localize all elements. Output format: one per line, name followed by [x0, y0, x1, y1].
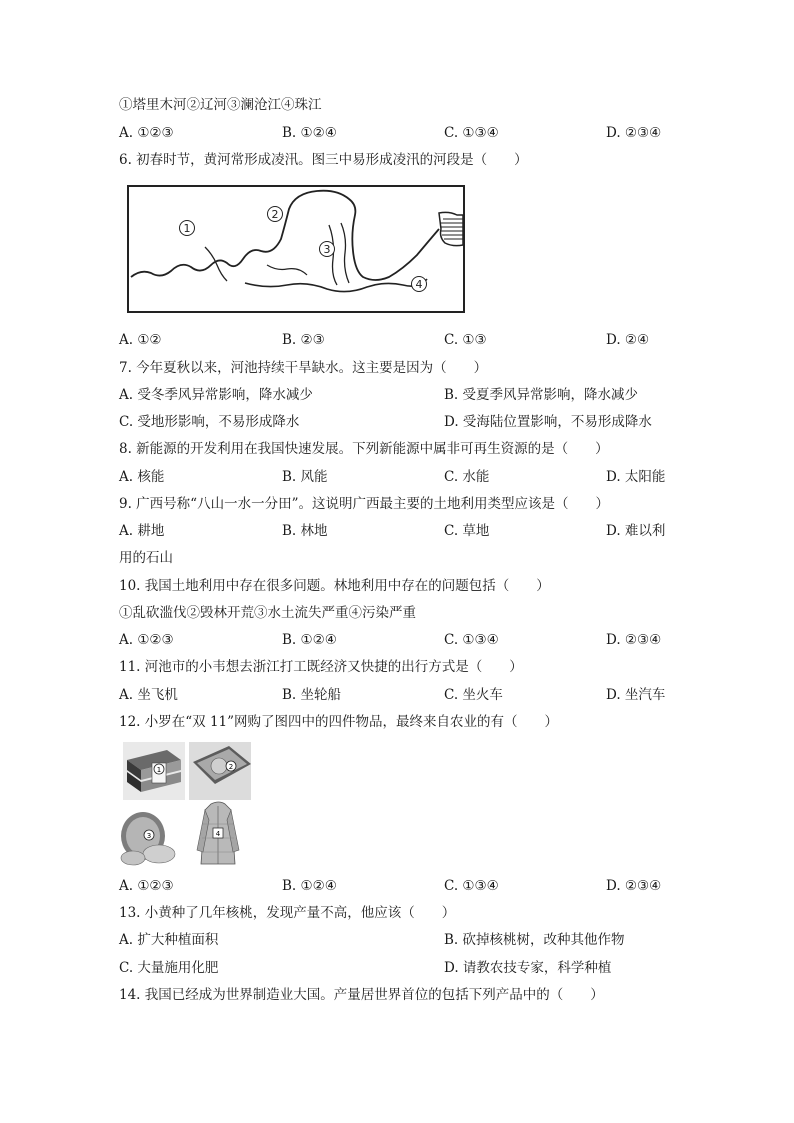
item-4-jacket: [197, 802, 239, 864]
q6-option-a: A. ①②: [119, 332, 162, 348]
q9-option-d: D. 难以利: [606, 523, 666, 539]
q5-items: ①塔里木河②辽河③澜沧江④珠江: [119, 97, 322, 113]
q9-stem: 9. 广西号称“八山一水一分田”。这说明广西最主要的土地利用类型应该是（ ）: [119, 496, 609, 512]
q7-option-b: B. 受夏季风异常影响，降水减少: [444, 387, 639, 403]
svg-text:4: 4: [215, 830, 221, 838]
q12-stem: 12. 小罗在“双 11”网购了图四中的四件物品，最终来自农业的有（ ）: [119, 714, 559, 730]
map-label-1: [180, 221, 195, 236]
map-frame: [128, 186, 464, 312]
svg-text:3: 3: [323, 243, 331, 256]
q8-option-a: A. 核能: [119, 469, 165, 485]
q6-option-d: D. ②④: [606, 332, 650, 348]
q10-option-a: A. ①②③: [119, 632, 174, 648]
q12-option-a: A. ①②③: [119, 878, 174, 894]
q8-option-d: D. 太阳能: [606, 469, 666, 485]
q11-option-b: B. 坐轮船: [282, 687, 342, 703]
q13-option-c: C. 大量施用化肥: [119, 960, 219, 976]
q10-option-c: C. ①③④: [444, 632, 499, 648]
q11-option-d: D. 坐汽车: [606, 687, 666, 703]
q5-option-c: C. ①③④: [444, 125, 499, 141]
q5-option-d: D. ②③④: [606, 125, 662, 141]
svg-text:3: 3: [146, 832, 152, 840]
q5-option-b: B. ①②④: [282, 125, 337, 141]
q6-stem: 6. 初春时节，黄河常形成凌汛。图三中易形成凌汛的河段是（ ）: [119, 152, 528, 168]
q8-stem: 8. 新能源的开发利用在我国快速发展。下列新能源中属非可再生资源的是（ ）: [119, 441, 609, 457]
q10-option-d: D. ②③④: [606, 632, 662, 648]
q10-stem: 10. 我国土地利用中存在很多问题。林地利用中存在的问题包括（ ）: [119, 578, 550, 594]
q7-option-a: A. 受冬季风异常影响，降水减少: [119, 387, 313, 403]
q9-option-d-wrap: 用的石山: [119, 550, 173, 566]
q6-option-c: C. ①③: [444, 332, 487, 348]
q13-option-d: D. 请教农技专家，科学种植: [444, 960, 612, 976]
q11-stem: 11. 河池市的小韦想去浙江打工既经济又快捷的出行方式是（ ）: [119, 659, 523, 675]
q7-option-c: C. 受地形影响，不易形成降水: [119, 414, 300, 430]
svg-text:2: 2: [228, 763, 234, 771]
map-label-2: [268, 207, 283, 222]
item-1-books: [123, 742, 185, 800]
q11-option-c: C. 坐火车: [444, 687, 503, 703]
q13-stem: 13. 小黄种了几年核桃，发现产量不高，他应该（ ）: [119, 905, 456, 921]
q14-stem: 14. 我国已经成为世界制造业大国。产量居世界首位的包括下列产品中的（ ）: [119, 987, 604, 1003]
q12-option-b: B. ①②④: [282, 878, 337, 894]
item-2-tablet: [189, 742, 251, 800]
q12-option-d: D. ②③④: [606, 878, 662, 894]
map-label-4: [412, 277, 427, 292]
sea-hatch: [439, 212, 463, 245]
q9-option-b: B. 林地: [282, 523, 328, 539]
q8-option-b: B. 风能: [282, 469, 328, 485]
q11-option-a: A. 坐飞机: [119, 687, 178, 703]
q5-option-a: A. ①②③: [119, 125, 174, 141]
q7-option-d: D. 受海陆位置影响，不易形成降水: [444, 414, 652, 430]
svg-text:2: 2: [271, 208, 279, 221]
svg-text:1: 1: [183, 222, 191, 235]
q10-option-b: B. ①②④: [282, 632, 337, 648]
map-label-3: [320, 242, 335, 257]
q9-option-c: C. 草地: [444, 523, 490, 539]
q13-option-a: A. 扩大种植面积: [119, 932, 219, 948]
item-3-durian: [121, 812, 175, 865]
svg-text:1: 1: [156, 766, 162, 774]
q12-option-c: C. ①③④: [444, 878, 499, 894]
shopping-items-photo: [119, 740, 255, 868]
q10-items: ①乱砍滥伐②毁林开荒③水土流失严重④污染严重: [119, 605, 416, 621]
q7-stem: 7. 今年夏秋以来，河池持续干旱缺水。这主要是因为（ ）: [119, 360, 488, 376]
q8-option-c: C. 水能: [444, 469, 490, 485]
q9-option-a: A. 耕地: [119, 523, 165, 539]
q6-option-b: B. ②③: [282, 332, 325, 348]
svg-text:4: 4: [415, 278, 423, 291]
q13-option-b: B. 砍掉核桃树，改种其他作物: [444, 932, 625, 948]
yellow-river-map: [127, 185, 465, 313]
